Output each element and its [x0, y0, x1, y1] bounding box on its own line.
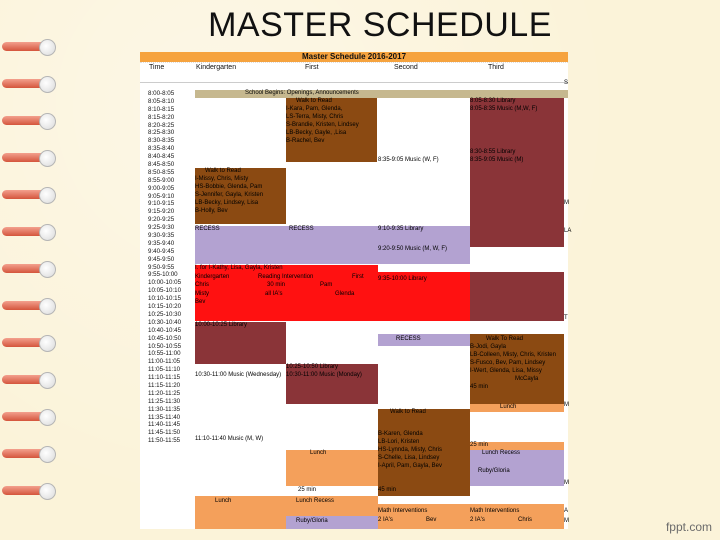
watermark: fppt.com	[665, 520, 712, 534]
third-math-label: Math Interventions	[470, 508, 520, 514]
intervention-allias: all IA's	[265, 291, 283, 297]
time-slot: 9:40-9:45	[148, 247, 175, 255]
time-slot: 8:40-8:45	[148, 153, 175, 161]
first-group-line: LB-Becky, Gayle, ,Lisa	[286, 130, 347, 136]
first-music-label: 10:30-11:00 Music (Monday)	[286, 372, 362, 378]
k-walk-read-block	[195, 168, 286, 224]
time-slot: 8:35-8:40	[148, 145, 175, 153]
second-red-block	[378, 272, 470, 321]
first-library-label: 10:25-10:50 Library	[286, 364, 339, 370]
k-recess-label: RECESS	[195, 226, 220, 232]
third-maroon-mid	[470, 272, 564, 321]
k-group-line: LB-Becky, Lindsey, Lisa	[195, 200, 259, 206]
binding-ring	[2, 116, 52, 125]
time-slot: 11:05-11:10	[148, 366, 181, 374]
k-walk-read-label: Walk to Read	[205, 168, 241, 174]
second-music-label: 8:35-9:05 Music (W, F)	[378, 157, 439, 163]
first-recess-block	[286, 226, 378, 264]
binding-ring	[2, 449, 52, 458]
time-slot: 11:25-11:30	[148, 397, 181, 405]
second-group-line: HS-Lynnda, Misty, Chris	[378, 447, 443, 453]
time-slot: 9:05-9:10	[148, 192, 175, 200]
time-slot: 9:35-9:40	[148, 239, 175, 247]
third-recess-block	[470, 450, 564, 486]
header-second: Second	[394, 64, 418, 71]
third-walk-label: Walk To Read	[486, 336, 524, 342]
third-group-line: I-Wert, Glenda, Lisa, Missy	[470, 368, 542, 374]
edge-letter: M	[564, 480, 569, 486]
school-begins-label: School Begins: Openings, Announcements	[245, 90, 359, 96]
third-group-line: B-Jodi, Gayla	[470, 344, 507, 350]
third-walk-block	[470, 334, 564, 404]
third-mid-line: 8:30-8:55 Library	[470, 149, 516, 155]
time-slot: 10:15-10:20	[148, 303, 182, 311]
header-kindergarten: Kindergarten	[196, 64, 237, 71]
page-title: MASTER SCHEDULE	[208, 6, 552, 44]
first-group-line: I-Kara, Pam, Glenda,	[286, 106, 343, 112]
time-slot: 10:40-10:45	[148, 326, 182, 334]
third-45min: 45 min	[470, 384, 489, 390]
first-group-line: LS-Terra, Misty, Chris	[286, 114, 344, 120]
first-ruby-block	[286, 516, 378, 529]
time-slot: 9:15-9:20	[148, 208, 175, 216]
time-slot: 11:50-11:55	[148, 437, 181, 445]
divider	[140, 82, 568, 83]
time-slot: 9:30-9:35	[148, 232, 175, 240]
intervention-glenda: Glenda	[335, 291, 355, 297]
time-slot: 9:50-9:55	[148, 263, 175, 271]
third-group-line: S-Fusco, Bev, Pam, Lindsey	[470, 360, 546, 366]
schedule-sheet	[140, 52, 572, 529]
intervention-k-label: Kindergarten	[195, 274, 230, 280]
edge-letter: A	[564, 508, 569, 514]
time-slot: 10:10-10:15	[148, 295, 182, 303]
time-slot: 8:30-8:35	[148, 137, 175, 145]
k-lunch-block	[195, 496, 286, 529]
second-math-label: Math Interventions	[378, 508, 428, 514]
third-recess-label: Lunch Recess	[482, 450, 521, 456]
header-third: Third	[488, 64, 504, 71]
second-bev: Bev	[426, 517, 437, 523]
time-slot: 10:30-10:40	[148, 318, 182, 326]
k-music2-block	[195, 436, 286, 445]
time-slot: 11:20-11:25	[148, 389, 181, 397]
second-45min: 45 min	[378, 487, 397, 493]
spiral-binding	[0, 0, 60, 540]
second-music-block	[378, 157, 470, 227]
intervention-misty: Misty	[195, 291, 209, 297]
time-slot: 10:45-10:50	[148, 334, 182, 342]
time-slot: 8:10-8:15	[148, 105, 175, 113]
k-music-block	[195, 372, 286, 381]
time-slot: 10:50-10:55	[148, 342, 182, 350]
time-slot: 8:55-9:00	[148, 176, 175, 184]
intervention-first-label: First	[352, 274, 364, 280]
binding-ring	[2, 190, 52, 199]
time-slot: 9:00-9:05	[148, 184, 175, 192]
k-music-label: 10:30-11:00 Music (Wednesday)	[195, 372, 282, 378]
first-music-block	[286, 372, 378, 404]
binding-ring	[2, 79, 52, 88]
binding-ring	[2, 153, 52, 162]
k-lunch-label: Lunch	[215, 498, 232, 504]
third-25min: 25 min	[470, 442, 489, 448]
k-group-line: HS-Bobbie, Glenda, Pam	[195, 184, 263, 190]
k-recess-block	[195, 226, 286, 264]
third-early-block	[470, 98, 564, 247]
edge-letter: T	[564, 315, 568, 321]
binding-ring	[2, 486, 52, 495]
first-lunch-recess-block	[286, 496, 378, 516]
first-group-line: B-Rachel, Bev	[286, 138, 325, 144]
second-group-line: S-Chelle, Lisa, Lindsey	[378, 455, 440, 461]
binding-ring	[2, 264, 52, 273]
third-lunch-label: Lunch	[500, 404, 517, 410]
edge-letter: M	[564, 518, 569, 524]
intervention-30min: 30 min	[267, 282, 286, 288]
time-slot: 11:00-11:05	[148, 358, 181, 366]
intervention-reading: Reading Intervention	[258, 274, 314, 280]
first-walk-read-label: Walk to Read	[296, 98, 332, 104]
header-time: Time	[149, 64, 165, 71]
edge-letter: S	[564, 80, 569, 86]
second-walk-block	[378, 409, 470, 496]
third-25-block	[470, 442, 564, 450]
second-library-label: 9:10-9:35 Library	[378, 226, 424, 232]
second-recess-label: RECESS	[396, 336, 421, 342]
third-group-line: LB-Colleen, Misty, Chris, Kristen	[470, 352, 556, 358]
time-slot: 11:15-11:20	[148, 381, 181, 389]
binding-ring	[2, 301, 52, 310]
time-slot: 8:00-8:05	[148, 90, 175, 97]
time-slot: 10:25-10:30	[148, 310, 182, 318]
binding-ring	[2, 375, 52, 384]
time-slot: 8:15-8:20	[148, 113, 175, 121]
k-library-block	[195, 322, 286, 364]
third-mid-line: 8:35-9:05 Music (M)	[470, 157, 524, 163]
time-slot: 8:25-8:30	[148, 129, 175, 137]
second-2ias: 2 IA's	[378, 517, 393, 523]
third-chris: Chris	[518, 517, 533, 523]
time-slot: 11:30-11:35	[148, 405, 181, 413]
second-library-block	[378, 226, 470, 264]
edge-letter: M	[564, 200, 569, 206]
school-begins-block	[195, 90, 568, 98]
second-group-line: I-April, Pam, Gayla, Bev	[378, 463, 443, 469]
second-group-line: LB-Lori, Kristen	[378, 439, 420, 445]
first-lunch-block	[286, 450, 378, 493]
first-lunch-recess-label: Lunch Recess	[296, 498, 335, 504]
second-walk-label: Walk to Read	[390, 409, 426, 415]
time-slot: 9:55-10:00	[148, 271, 178, 279]
third-math-block	[470, 504, 564, 529]
time-slot: 11:35-11:40	[148, 413, 181, 421]
k-group-line: B-Holly, Bev	[195, 208, 228, 214]
time-column	[148, 90, 194, 445]
second-library2-label: 9:35-10:00 Library	[378, 276, 427, 282]
time-slot: 8:20-8:25	[148, 121, 175, 129]
time-slot: 8:50-8:55	[148, 168, 175, 176]
time-slot: 11:40-11:45	[148, 421, 181, 429]
binding-ring	[2, 227, 52, 236]
third-2ias: 2 IA's	[470, 517, 485, 523]
sheet-title: Master Schedule 2016-2017	[301, 52, 407, 61]
third-ruby: Ruby/Gloria	[478, 468, 510, 474]
time-slot: 11:10-11:15	[148, 374, 181, 382]
time-slot: 9:20-9:25	[148, 216, 175, 224]
time-slot: 11:45-11:50	[148, 429, 181, 437]
time-slot: 8:05-8:10	[148, 97, 175, 105]
time-slot: 8:45-8:50	[148, 161, 175, 169]
third-early-line: 8:05-8:30 Library	[470, 98, 516, 104]
third-lunch-block	[470, 404, 564, 412]
time-slot: 9:25-9:30	[148, 224, 175, 232]
intervention-teachers: I. for I-Kathy, Lisa, Gayla, Kristen	[195, 265, 283, 271]
first-25min: 25 min	[298, 487, 317, 493]
first-group-line: S-Brandie, Kristen, Lindsey	[286, 122, 359, 128]
k-music2-label: 11:10-11:40 Music (M, W)	[195, 436, 264, 442]
k-group-line: S-Jennifer, Gayla, Kristen	[195, 192, 264, 198]
time-slot: 9:10-9:15	[148, 200, 175, 208]
binding-ring	[2, 412, 52, 421]
intervention-bev: Bev	[195, 299, 206, 305]
k-library-label: 10:00-10:25 Library	[195, 322, 248, 328]
second-group-line: B-Karen, Glenda	[378, 431, 423, 437]
second-music2-label: 9:20-9:50 Music (M, W, F)	[378, 246, 448, 252]
third-mccayla: McCayla	[515, 376, 539, 382]
intervention-pam: Pam	[320, 282, 333, 288]
header-band	[140, 52, 568, 62]
second-recess-block	[378, 334, 470, 346]
edge-letter: LA	[564, 228, 572, 234]
first-ruby: Ruby/Gloria	[296, 518, 328, 524]
intervention-block	[195, 265, 378, 321]
k-group-line: I-Missy, Chris, Misty	[195, 176, 249, 182]
binding-ring	[2, 338, 52, 347]
binding-ring	[2, 42, 52, 51]
time-slot: 10:00-10:05	[148, 279, 182, 287]
intervention-chris: Chris	[195, 282, 210, 288]
header-first: First	[305, 64, 319, 71]
first-walk-read-block	[286, 98, 377, 162]
time-slot: 9:45-9:50	[148, 255, 175, 263]
first-lunch-label: Lunch	[310, 450, 327, 456]
second-math-block	[378, 504, 470, 529]
edge-letter: M	[564, 402, 569, 408]
time-slot: 10:05-10:10	[148, 287, 182, 295]
time-slot: 10:55-11:00	[148, 350, 181, 358]
first-recess-label: RECESS	[289, 226, 314, 232]
third-early-line: 8:05-8:35 Music (M,W, F)	[470, 106, 538, 112]
